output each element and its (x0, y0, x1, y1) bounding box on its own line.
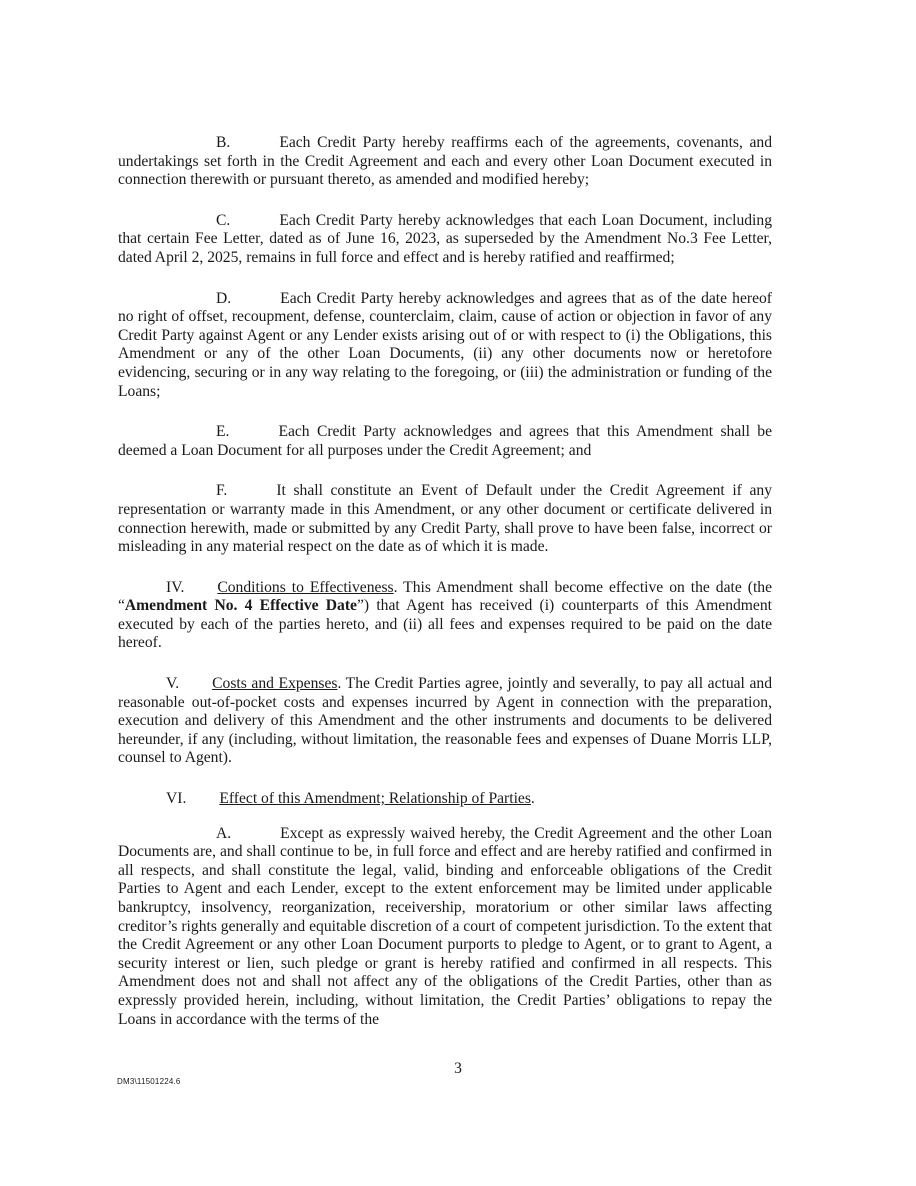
section-iv-defined-term: Amendment No. 4 Effective Date (124, 597, 357, 615)
section-vi-a-text: Except as expressly waived hereby, the Credit Agreement and the other Loan Documents are, and shall continue to be, in full force and effect and are hereby ratified and confirmed in all respects, and shall constitute the legal, valid, binding and enforceable obligations of the Credit Parties to Agent and each Lender, except to the extent enforcement may be limited under applicable bankruptcy, insolvency, reorganization, receivership, moratorium or other similar laws affecting creditor’s rights generally and equitable discretion of a court of competent jurisdiction. To the extent that the Credit Agreement or any other Loan Document purports to pledge to Agent, or to grant to Agent, a security interest or lien, such pledge or grant is hereby ratified and confirmed in all respects. This Amendment does not and shall not affect any of the obligations of the Credit Parties, other than as expressly provided herein, including, without limitation, the Credit Parties’ obligations to repay the Loans in accordance with the terms of the (118, 824, 772, 1028)
section-iv-number: IV. (166, 578, 185, 596)
section-v (118, 675, 772, 768)
section-iv-text-after: ”) that Agent has received (i) counterparts of this Amendment executed by each of the parties hereto, and (ii) all fees and expenses required to be paid on the date hereof. (118, 597, 772, 652)
section-v-number: V. (166, 675, 180, 693)
page-number: 3 (454, 1060, 462, 1077)
paragraph-b-label: B. (216, 134, 231, 151)
paragraph-f-label: F. (216, 482, 228, 500)
paragraph-f-text: It shall constitute an Event of Default under the Credit Agreement if any representation or warranty made in this Amendment, or any other document or certificate delivered in connection herewith, made or submitted by any Credit Party, shall prove to have been false, incorrect or misleading in any material respect on the date as of which it is made. (118, 482, 772, 556)
section-vi-heading-line (118, 790, 772, 809)
section-vi-heading-end: . (530, 790, 535, 808)
section-vi-a-label: A. (216, 824, 232, 842)
paragraph-d-label: D. (216, 289, 232, 307)
paragraph-e (118, 423, 772, 460)
paragraph-d-text: Each Credit Party hereby acknowledges and agrees that as of the date hereof no right of offset, recoupment, defense, counterclaim, claim, cause of action or objection in favor of any Credit Party against Agent or any Lender exists arising out of or with respect to (i) the Obligations, this Amendment or any of the other Loan Documents, (ii) any other documents now or heretofore evidencing, securing or in any way relating to the foregoing, or (iii) the administration or funding of the Loans; (118, 289, 772, 400)
section-v-heading: Costs and Expenses (212, 675, 338, 693)
section-vi-heading: Effect of this Amendment; Relationship of Parties (219, 790, 531, 808)
paragraph-c-label: C. (216, 211, 231, 229)
section-iv-text-before: . This Amendment shall become effective on the date (the “ (118, 578, 772, 615)
paragraph-b (118, 134, 772, 190)
paragraph-f (118, 482, 772, 556)
paragraph-b-text: Each Credit Party hereby reaffirms each of the agreements, covenants, and undertakings set forth in the Credit Agreement and each and every other Loan Document executed in connection therewith or pursuant thereto, as amended and modified hereby; (118, 134, 772, 189)
section-vi-number: VI. (166, 790, 187, 808)
paragraph-c (118, 212, 772, 268)
section-iv (118, 579, 772, 653)
paragraph-e-label: E. (216, 423, 230, 441)
document-id: DM3\11501224.6 (117, 1077, 181, 1086)
document-body (118, 134, 772, 1051)
paragraph-e-text: Each Credit Party acknowledges and agrees that this Amendment shall be deemed a Loan Document for all purposes under the Credit Agreement; and (118, 423, 772, 459)
section-iv-heading: Conditions to Effectiveness (217, 578, 394, 596)
section-v-text: . The Credit Parties agree, jointly and severally, to pay all actual and reasonable out-of-pocket costs and expenses incurred by Agent in connection with the preparation, execution and delivery of this Amendment and the other instruments and documents to be delivered hereunder, if any (including, without limitation, the reasonable fees and expenses of Duane Morris LLP, counsel to Agent). (118, 675, 773, 767)
section-vi-paragraph-a (118, 825, 772, 1030)
paragraph-d (118, 290, 772, 402)
paragraph-c-text: Each Credit Party hereby acknowledges that each Loan Document, including that certain Fee Letter, dated as of June 16, 2023, as superseded by the Amendment No.3 Fee Letter, dated April 2, 2025, remains in full force and effect and is hereby ratified and reaffirmed; (118, 211, 772, 266)
